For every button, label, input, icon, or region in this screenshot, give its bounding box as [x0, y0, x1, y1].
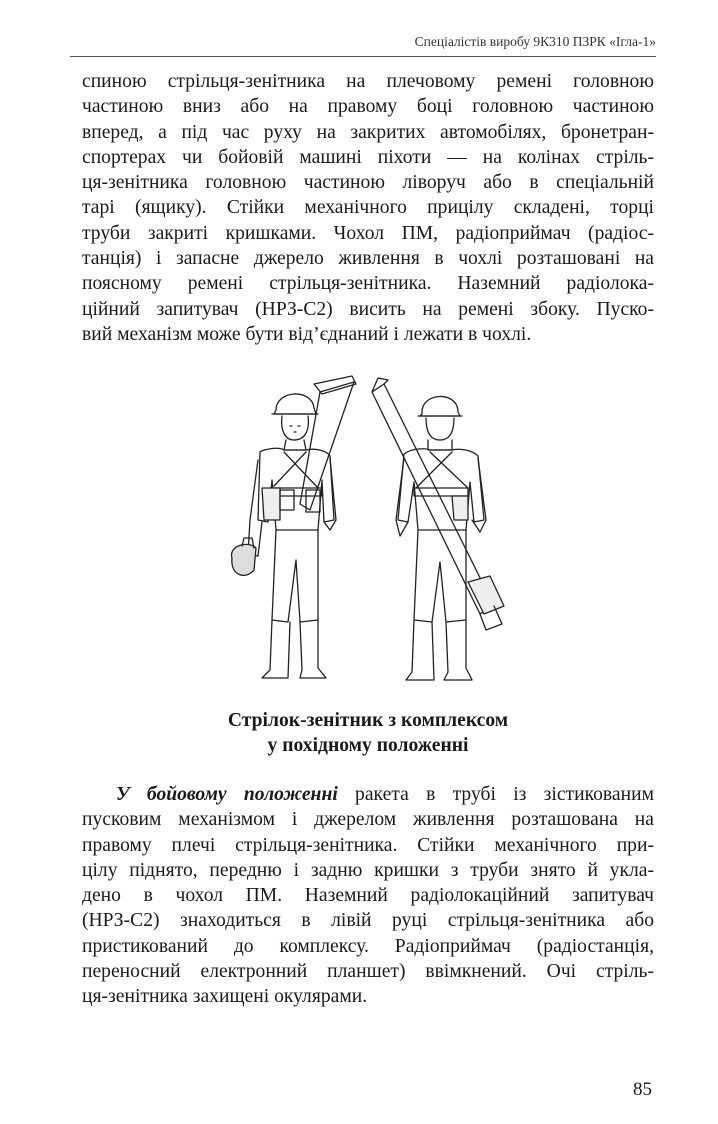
- text-line: вий механізм може бути від’єднаний і лежати в чохлі.: [82, 323, 532, 345]
- text-line: танція) і запасне джерело живлення в чохлі розташовані на: [82, 248, 654, 270]
- caption-line: у похідному положенні: [267, 735, 469, 756]
- running-title: Спеціалістів виробу 9К310 ПЗРК «Ігла-1»: [414, 34, 656, 49]
- text-line: цілу піднято, передню і задню кришки з труби знято й укла-: [82, 859, 654, 881]
- text-line: поясному ремені стрільця-зенітника. Наземний радіолока-: [82, 273, 654, 295]
- figure-caption: [82, 708, 654, 758]
- text-line: тарі (ящику). Стійки механічного прицілу складені, торці: [82, 197, 654, 219]
- running-header: [70, 34, 656, 57]
- text-line: ця-зенітника захищені окулярами.: [82, 986, 368, 1008]
- lead-text: ракета в трубі із зістикованим: [337, 784, 654, 805]
- text-line: пусковим механізмом і джерелом живлення розташована на: [82, 809, 654, 831]
- text-line: вперед, а під час руху на закритих автомобілях, бронетран-: [82, 121, 654, 143]
- paragraph-1: [82, 69, 654, 347]
- text-line: спортерах чи бойовій машині піхоти — на колінах стріль-: [82, 146, 654, 168]
- emphasis-phrase: У бойовому положенні: [116, 784, 338, 805]
- text-line: частиною вниз або на правому боці головною частиною: [82, 96, 654, 118]
- text-line: (НРЗ-С2) знаходиться в лівій руці стрільця-зенітника або: [82, 910, 654, 932]
- paragraph-2: [82, 782, 654, 1010]
- soldier-front-figure: [231, 376, 356, 678]
- text-line: [82, 782, 654, 807]
- text-line: ця-зенітника головною частиною ліворуч або в спеціальній: [82, 172, 654, 194]
- caption-line: Стрілок-зенітник з комплексом: [227, 710, 509, 731]
- text-line: труби закриті кришками. Чохол ПМ, радіоприймач (радіос-: [82, 222, 654, 244]
- text-line: переносний електронний планшет) ввімкнений. Очі стріль-: [82, 961, 654, 983]
- text-line: правому плечі стрільця-зенітника. Стійки механічного при-: [82, 834, 654, 856]
- soldier-back-figure: [372, 378, 504, 680]
- text-line: пристикований до комплексу. Радіоприймач (радіостанція,: [82, 935, 654, 957]
- soldier-illustration: [222, 370, 522, 700]
- text-line: дено в чохол ПМ. Наземний радіолокаційний запитувач: [82, 885, 654, 907]
- text-line: ційний запитувач (НРЗ-С2) висить на ремені збоку. Пуско-: [82, 298, 654, 320]
- page-number: 85: [633, 1079, 652, 1100]
- text-line: спиною стрільця-зенітника на плечовому ремені головною: [82, 71, 654, 92]
